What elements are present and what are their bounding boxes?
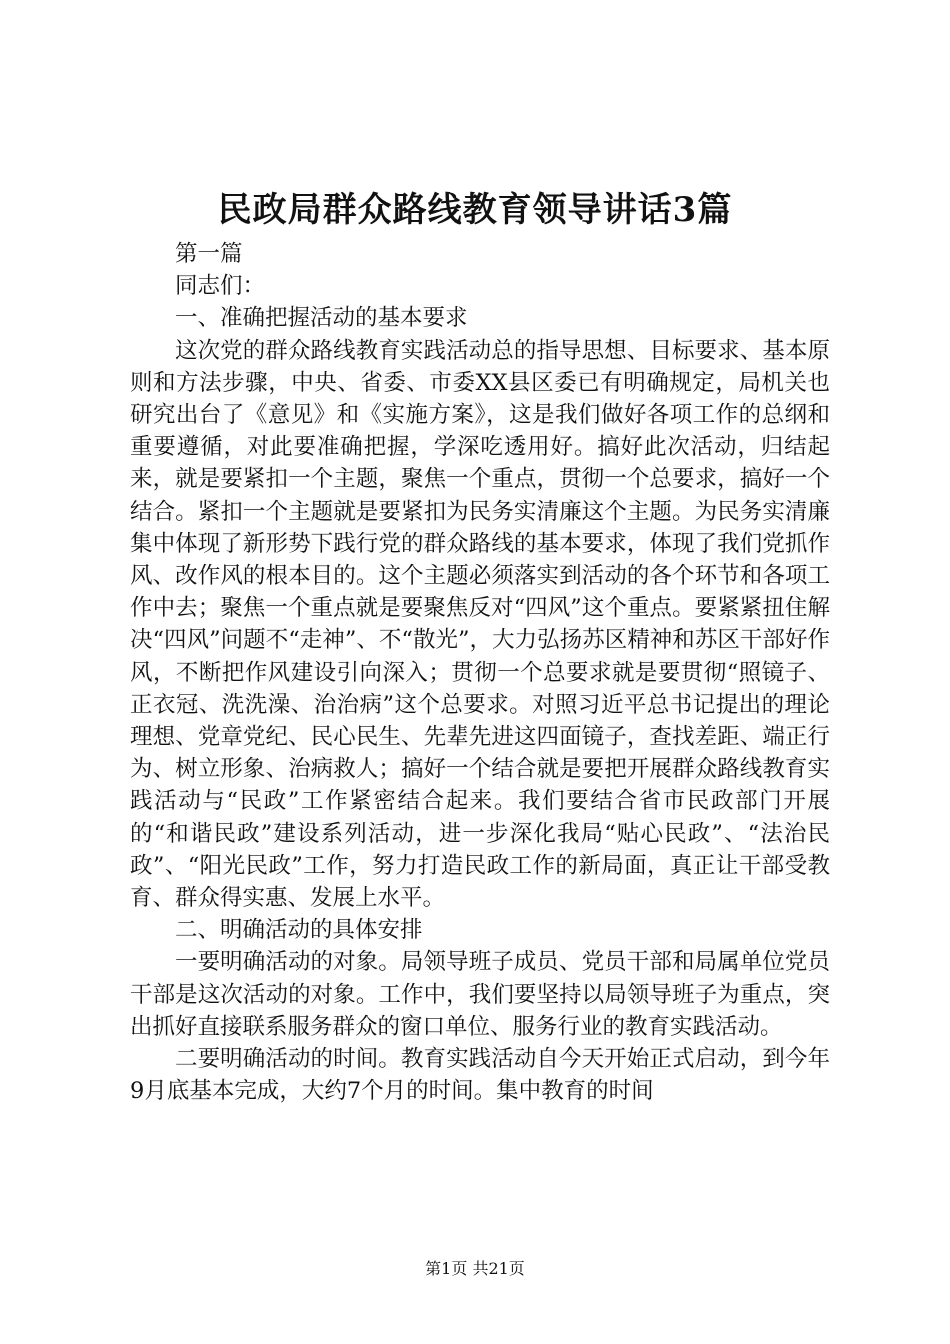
document-body	[130, 238, 830, 1107]
document-title: 民政局群众路线教育领导讲话3篇	[217, 190, 733, 230]
section-heading: 第一篇	[175, 241, 243, 267]
body-paragraph: 二要明确活动的时间。教育实践活动自今天开始正式启动，到今年9月底基本完成，大约7个月的时间。集中教育的时间	[130, 1046, 830, 1105]
subsection-heading: 二、明确活动的具体安排	[175, 917, 423, 944]
body-paragraph: 一要明确活动的对象。局领导班子成员、党员干部和局属单位党员干部是这次活动的对象。工作中，我们要坚持以局领导班子为重点，突出抓好直接联系服务群众的窗口单位、服务行业的教育实践活动。	[130, 949, 830, 1040]
body-paragraph: 这次党的群众路线教育实践活动总的指导思想、目标要求、基本原则和方法步骤，中央、省委、市委XX县区委已有明确规定，局机关也研究出台了《意见》和《实施方案》，这是我们做好各项工作的总纲和重要遵循，对此要准确把握，学深吃透用好。搞好此次活动，归结起来，就是要紧扣一个主题，聚焦一个重点，贯彻一个总要求，搞好一个结合。紧扣一个主题就是要紧扣为民务实清廉这个主题。为民务实清廉集中体现了新形势下践行党的群众路线的基本要求，体现了我们党抓作风、改作风的根本目的。这个主题必须落实到活动的各个环节和各项工作中去；聚焦一个重点就是要聚焦反对“四风”这个重点。要紧紧扭住解决“四风”问题不“走神”、不“散光”，大力弘扬苏区精神和苏区干部好作风，不断把作风建设引向深入；贯彻一个总要求就是要贯彻“照镜子、正衣冠、洗洗澡、治治病”这个总要求。对照习近平总书记提出的理论理想、党章党纪、民心民生、先辈先进这四面镜子，查找差距、端正行为、树立形象、治病救人；搞好一个结合就是要把开展群众路线教育实践活动与“民政”工作紧密结合起来。我们要结合省市民政部门开展的“和谐民政”建设系列活动，进一步深化我局“贴心民政”、“法治民政”、“阳光民政”工作，努力打造民政工作的新局面，真正让干部受教育、群众得实惠、发展上水平。	[130, 337, 830, 912]
salutation: 同志们：	[175, 273, 266, 300]
subsection-heading: 一、准确把握活动的基本要求	[175, 305, 468, 332]
page-indicator: 第1页 共21页	[425, 1259, 525, 1278]
